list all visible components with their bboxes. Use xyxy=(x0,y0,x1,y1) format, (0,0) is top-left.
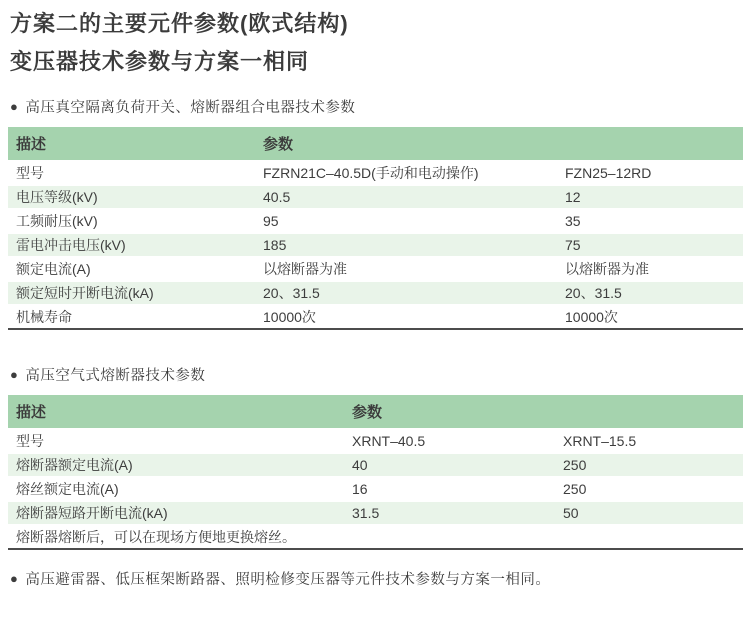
cell-param-1: XRNT–40.5 xyxy=(352,429,563,453)
table-header-row xyxy=(8,395,743,429)
column-header-parameter: 参数 xyxy=(352,395,563,429)
section-heading-combo xyxy=(10,96,743,117)
cell-param-2: FZN25–12RD xyxy=(565,161,743,185)
cell-param-2: 10000次 xyxy=(565,305,743,329)
cell-param-2: 12 xyxy=(565,185,743,209)
table-row xyxy=(8,185,743,209)
fuse-table xyxy=(8,395,743,550)
fuse-replace-note: 熔断器熔断后，可以在现场方便地更换熔丝。 xyxy=(8,525,743,549)
cell-description: 型号 xyxy=(8,429,352,453)
page-title-line2: 变压器技术参数与方案一相同 xyxy=(10,49,310,74)
cell-description: 额定电流(A) xyxy=(8,257,263,281)
section-heading-fuse xyxy=(10,364,743,385)
column-header-description: 描述 xyxy=(8,127,263,161)
table-row xyxy=(8,305,743,329)
cell-param-2: 35 xyxy=(565,209,743,233)
cell-description: 熔断器短路开断电流(kA) xyxy=(8,501,352,525)
table-row xyxy=(8,209,743,233)
bullet-icon: ● xyxy=(10,367,19,382)
cell-param-1: 40.5 xyxy=(263,185,565,209)
footer-note-text: 高压避雷器、低压框架断路器、照明检修变压器等元件技术参数与方案一相同。 xyxy=(25,572,551,588)
column-header-empty xyxy=(563,395,743,429)
page-title-line1: 方案二的主要元件参数(欧式结构) xyxy=(10,11,349,36)
combo-switch-table xyxy=(8,127,743,330)
table-row xyxy=(8,233,743,257)
cell-description: 型号 xyxy=(8,161,263,185)
table-row xyxy=(8,281,743,305)
cell-param-2: 50 xyxy=(563,501,743,525)
cell-param-1: FZRN21C–40.5D(手动和电动操作) xyxy=(263,161,565,185)
cell-param-1: 40 xyxy=(352,453,563,477)
cell-param-1: 185 xyxy=(263,233,565,257)
cell-param-2: 250 xyxy=(563,477,743,501)
cell-param-2: XRNT–15.5 xyxy=(563,429,743,453)
cell-param-1: 31.5 xyxy=(352,501,563,525)
column-header-parameter: 参数 xyxy=(263,127,565,161)
table-header-row xyxy=(8,127,743,161)
cell-param-1: 95 xyxy=(263,209,565,233)
table-row xyxy=(8,477,743,501)
cell-param-2: 250 xyxy=(563,453,743,477)
table-note-row xyxy=(8,525,743,549)
cell-param-1: 20、31.5 xyxy=(263,281,565,305)
cell-description: 额定短时开断电流(kA) xyxy=(8,281,263,305)
column-header-description: 描述 xyxy=(8,395,352,429)
cell-description: 工频耐压(kV) xyxy=(8,209,263,233)
cell-description: 雷电冲击电压(kV) xyxy=(8,233,263,257)
cell-param-1: 16 xyxy=(352,477,563,501)
table-row xyxy=(8,429,743,453)
section-heading-fuse-text: 高压空气式熔断器技术参数 xyxy=(25,368,206,384)
footer-note xyxy=(10,568,743,589)
cell-description: 机械寿命 xyxy=(8,305,263,329)
cell-param-1: 以熔断器为准 xyxy=(263,257,565,281)
table-row xyxy=(8,453,743,477)
cell-param-2: 20、31.5 xyxy=(565,281,743,305)
cell-description: 熔丝额定电流(A) xyxy=(8,477,352,501)
bullet-icon: ● xyxy=(10,99,19,114)
cell-param-1: 10000次 xyxy=(263,305,565,329)
cell-param-2: 75 xyxy=(565,233,743,257)
section-heading-combo-text: 高压真空隔离负荷开关、熔断器组合电器技术参数 xyxy=(25,100,356,116)
cell-param-2: 以熔断器为准 xyxy=(565,257,743,281)
bullet-icon: ● xyxy=(10,571,19,586)
table-row xyxy=(8,501,743,525)
column-header-empty xyxy=(565,127,743,161)
table-row xyxy=(8,161,743,185)
cell-description: 熔断器额定电流(A) xyxy=(8,453,352,477)
table-row xyxy=(8,257,743,281)
cell-description: 电压等级(kV) xyxy=(8,185,263,209)
